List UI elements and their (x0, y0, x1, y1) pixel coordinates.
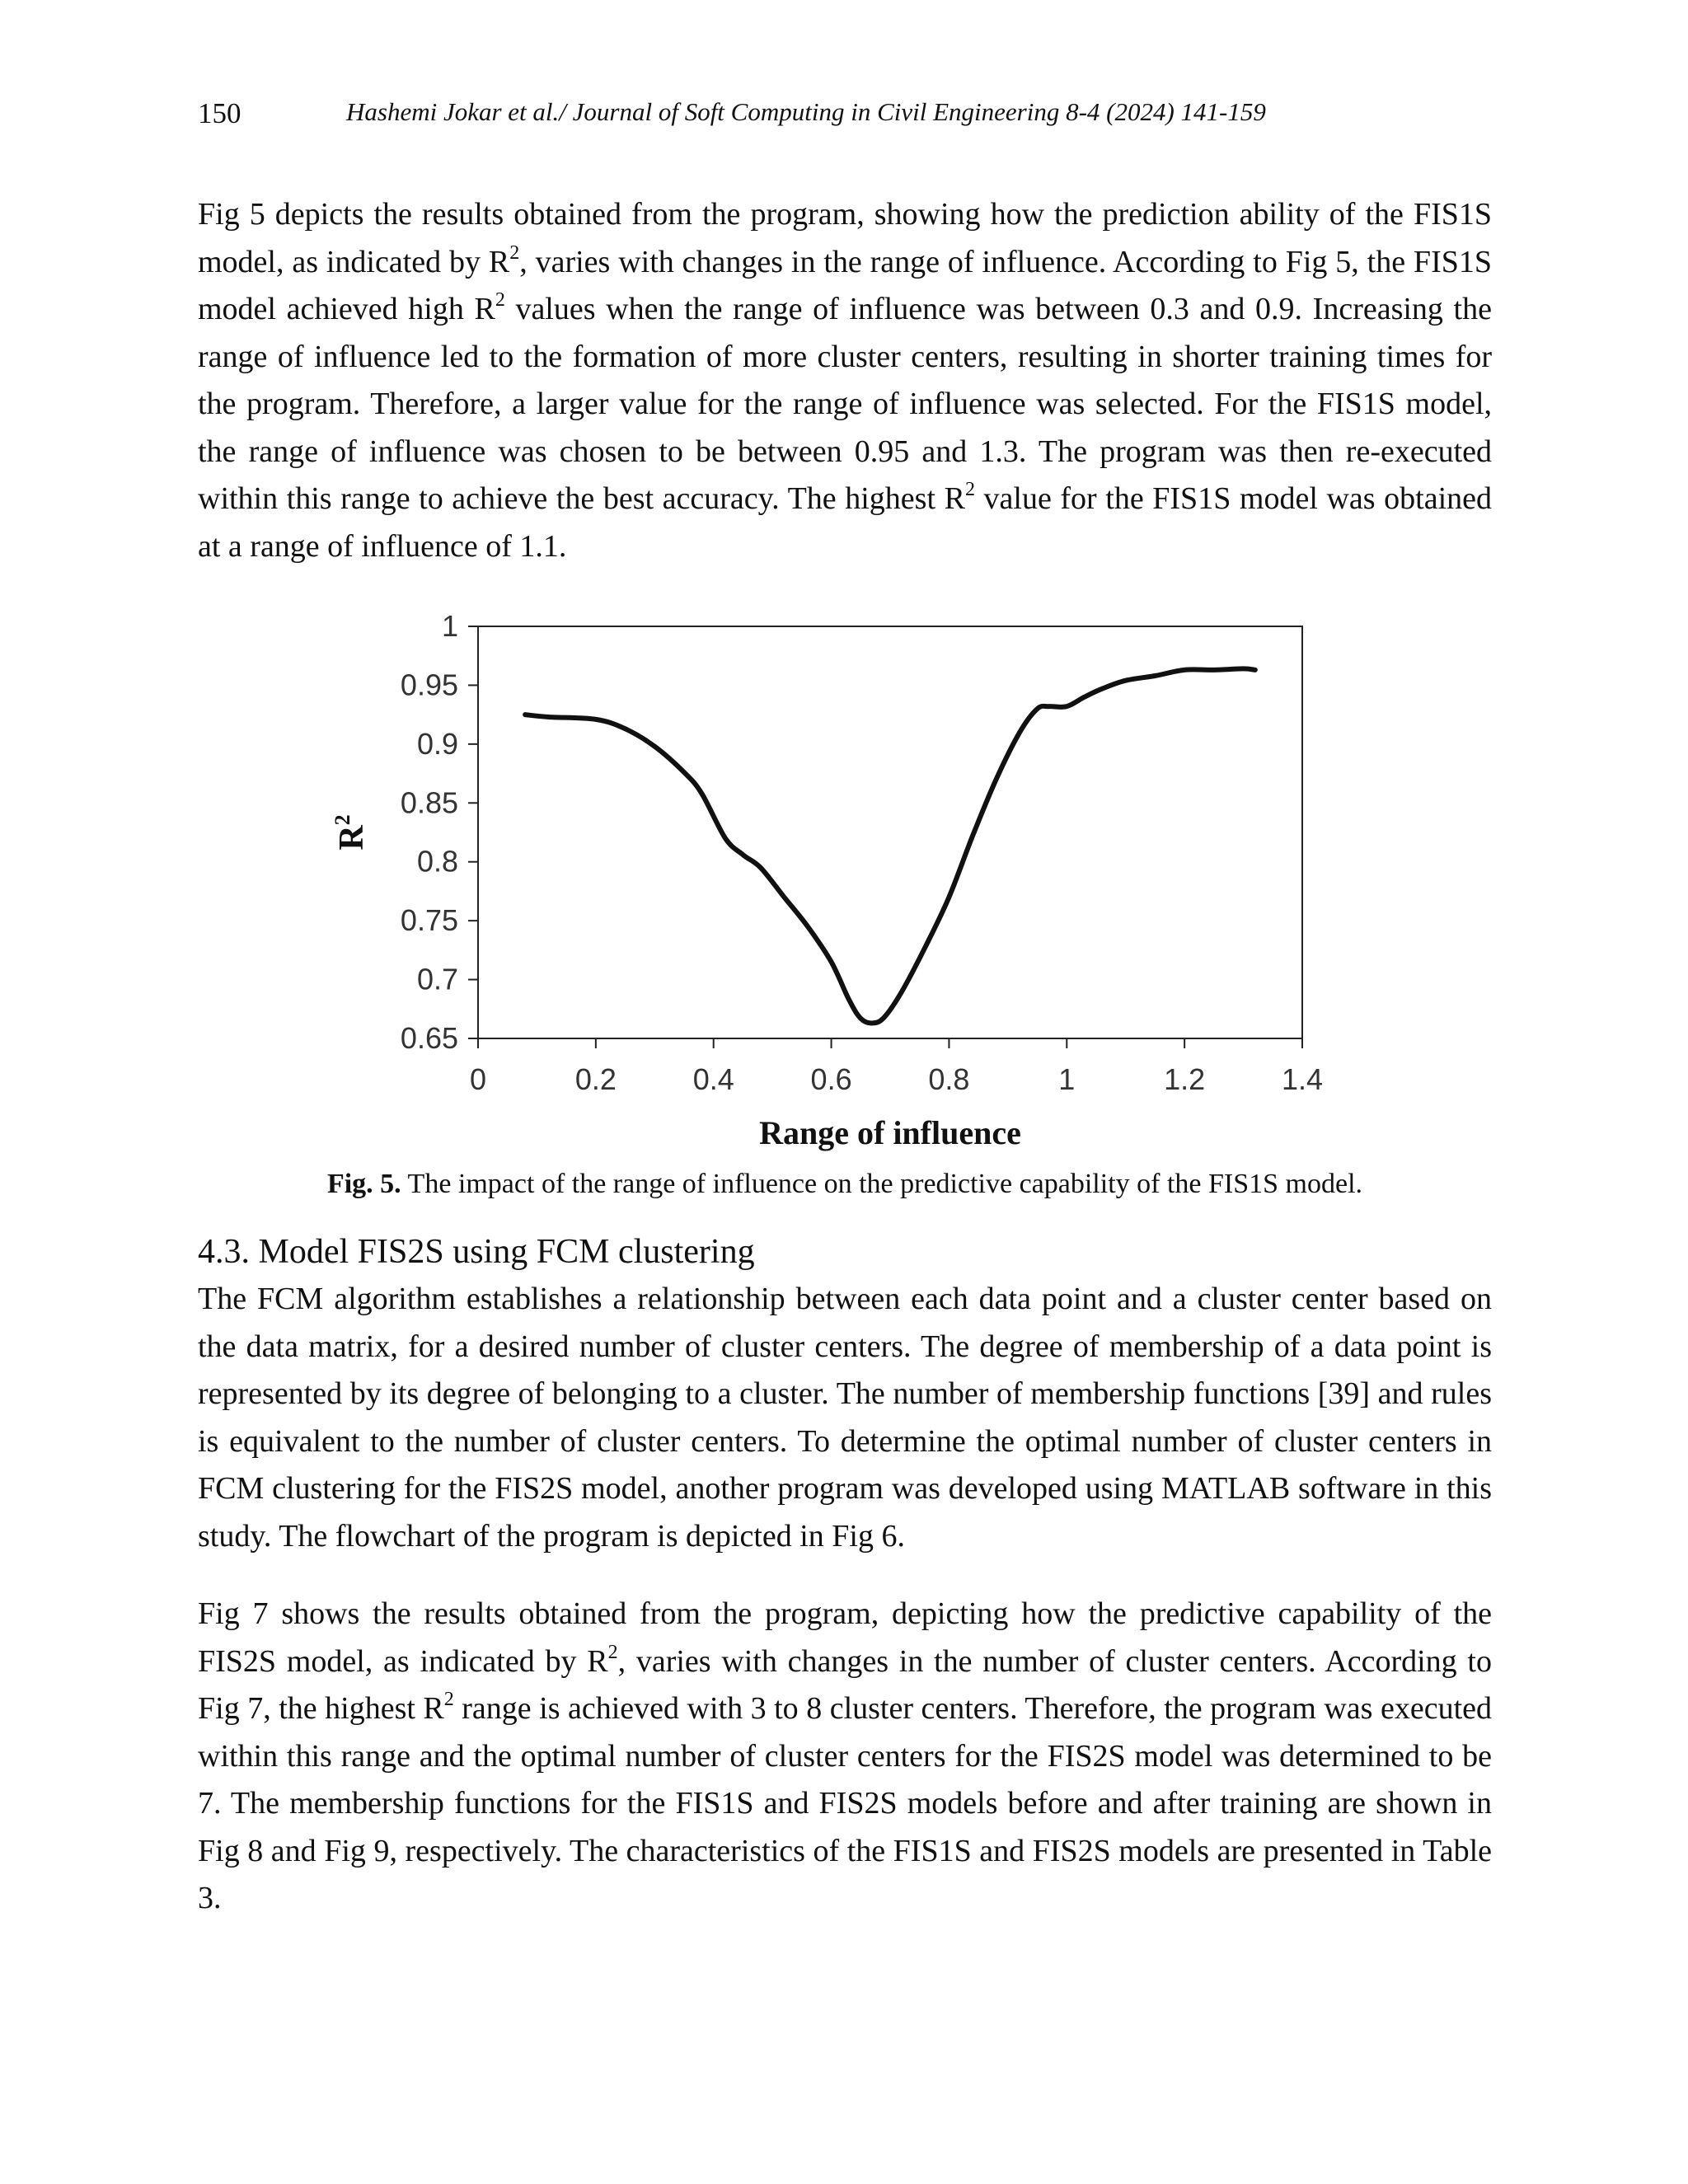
caption-label: Fig. 5. (326, 1169, 401, 1199)
superscript: 2 (509, 241, 520, 264)
x-tick-label: 1 (1058, 1062, 1076, 1096)
x-tick-label: 0.2 (574, 1062, 617, 1096)
y-tick-label: 0.75 (400, 903, 458, 938)
x-axis-label: Range of influence (759, 1114, 1021, 1151)
plot-frame (478, 626, 1302, 1038)
x-tick-label: 0 (469, 1062, 487, 1096)
series-line-fis1s (525, 668, 1255, 1023)
page-number: 150 (198, 97, 241, 129)
y-tick-label: 0.95 (400, 668, 458, 702)
text-run: value for the FIS1S model was obtained at a range of influence of 1.1. (198, 481, 1492, 564)
superscript: 2 (495, 289, 505, 311)
text-run: range is achieved with 3 to 8 cluster centers. Therefore, the program was executed within this range and the optimal number of cluster centers for the FIS2S model was determined to be 7. The membership functions for the FIS1S and FIS2S models before and after training are shown in Fig 8 and Fig 9, respectively. The characteristics of the FIS1S and FIS2S models are presented in Table 3. (198, 1691, 1492, 1915)
section-heading: 4.3. Model FIS2S using FCM clustering (198, 1233, 755, 1271)
y-tick-label: 0.8 (416, 844, 458, 879)
r2-line-chart (321, 593, 1360, 1170)
x-tick-label: 0.6 (810, 1062, 852, 1096)
x-tick-label: 1.2 (1164, 1062, 1206, 1096)
y-tick-label: 0.9 (416, 726, 458, 761)
text-run: values when the range of influence was between 0.3 and 0.9. Increasing the range of influence led to the formation of more cluster centers, resulting in shorter training times for the program. Therefore, a larger value for the range of influence was selected. For the FIS1S model, the range of influence was chosen to be between 0.95 and 1.3. The program was then re-executed within this range to achieve the best accuracy. The highest R (198, 292, 1492, 516)
paragraph-fcm-algorithm: The FCM algorithm establishes a relationship between each data point and a cluster center based on the data matrix, for a desired number of cluster centers. The degree of membership of a data point is represented by its degree of belonging to a cluster. The number of membership functions [39] and rules is equivalent to the number of cluster centers. To determine the optimal number of cluster centers in FCM clustering for the FIS2S model, another program was developed using MATLAB software in this study. The flowchart of the program is depicted in Fig 6. (198, 1282, 1492, 1554)
caption-text: The impact of the range of influence on the predictive capability of the FIS1S model. (401, 1169, 1363, 1199)
paragraph-fig7-description (198, 1591, 1492, 1923)
text-run: Fig 5 depicts the results obtained from the program, showing how the prediction ability of the FIS1S model, as indicated by R (198, 197, 1492, 279)
y-tick-label: 1 (441, 609, 458, 643)
superscript: 2 (607, 1641, 618, 1663)
text-run: , varies with changes in the range of influence. According to Fig 5, the FIS1S model achieved high R (198, 244, 1492, 326)
figure-caption (198, 1169, 1492, 1200)
text-run: Fig 7 shows the results obtained from the program, depicting how the predictive capability of the FIS2S model, as indicated by R (198, 1596, 1492, 1679)
y-tick-label: 0.7 (416, 962, 458, 996)
y-tick-label: 0.85 (400, 785, 458, 820)
x-tick-label: 0.4 (692, 1062, 734, 1096)
running-title: Hashemi Jokar et al./ Journal of Soft Computing in Civil Engineering 8-4 (2024) 141-159 (346, 97, 1266, 126)
superscript: 2 (964, 479, 975, 500)
text-run: , varies with changes in the number of cluster centers. According to Fig 7, the highest R (198, 1643, 1492, 1726)
y-axis-label: $R^2$ (331, 814, 371, 851)
y-tick-label: 0.65 (400, 1021, 458, 1055)
superscript: 2 (443, 1689, 454, 1710)
figure-5 (321, 593, 1360, 1170)
x-tick-label: 1.4 (1281, 1062, 1324, 1096)
paragraph-fig5-description (198, 191, 1492, 570)
page-header (198, 97, 1492, 138)
x-tick-label: 0.8 (928, 1062, 970, 1096)
